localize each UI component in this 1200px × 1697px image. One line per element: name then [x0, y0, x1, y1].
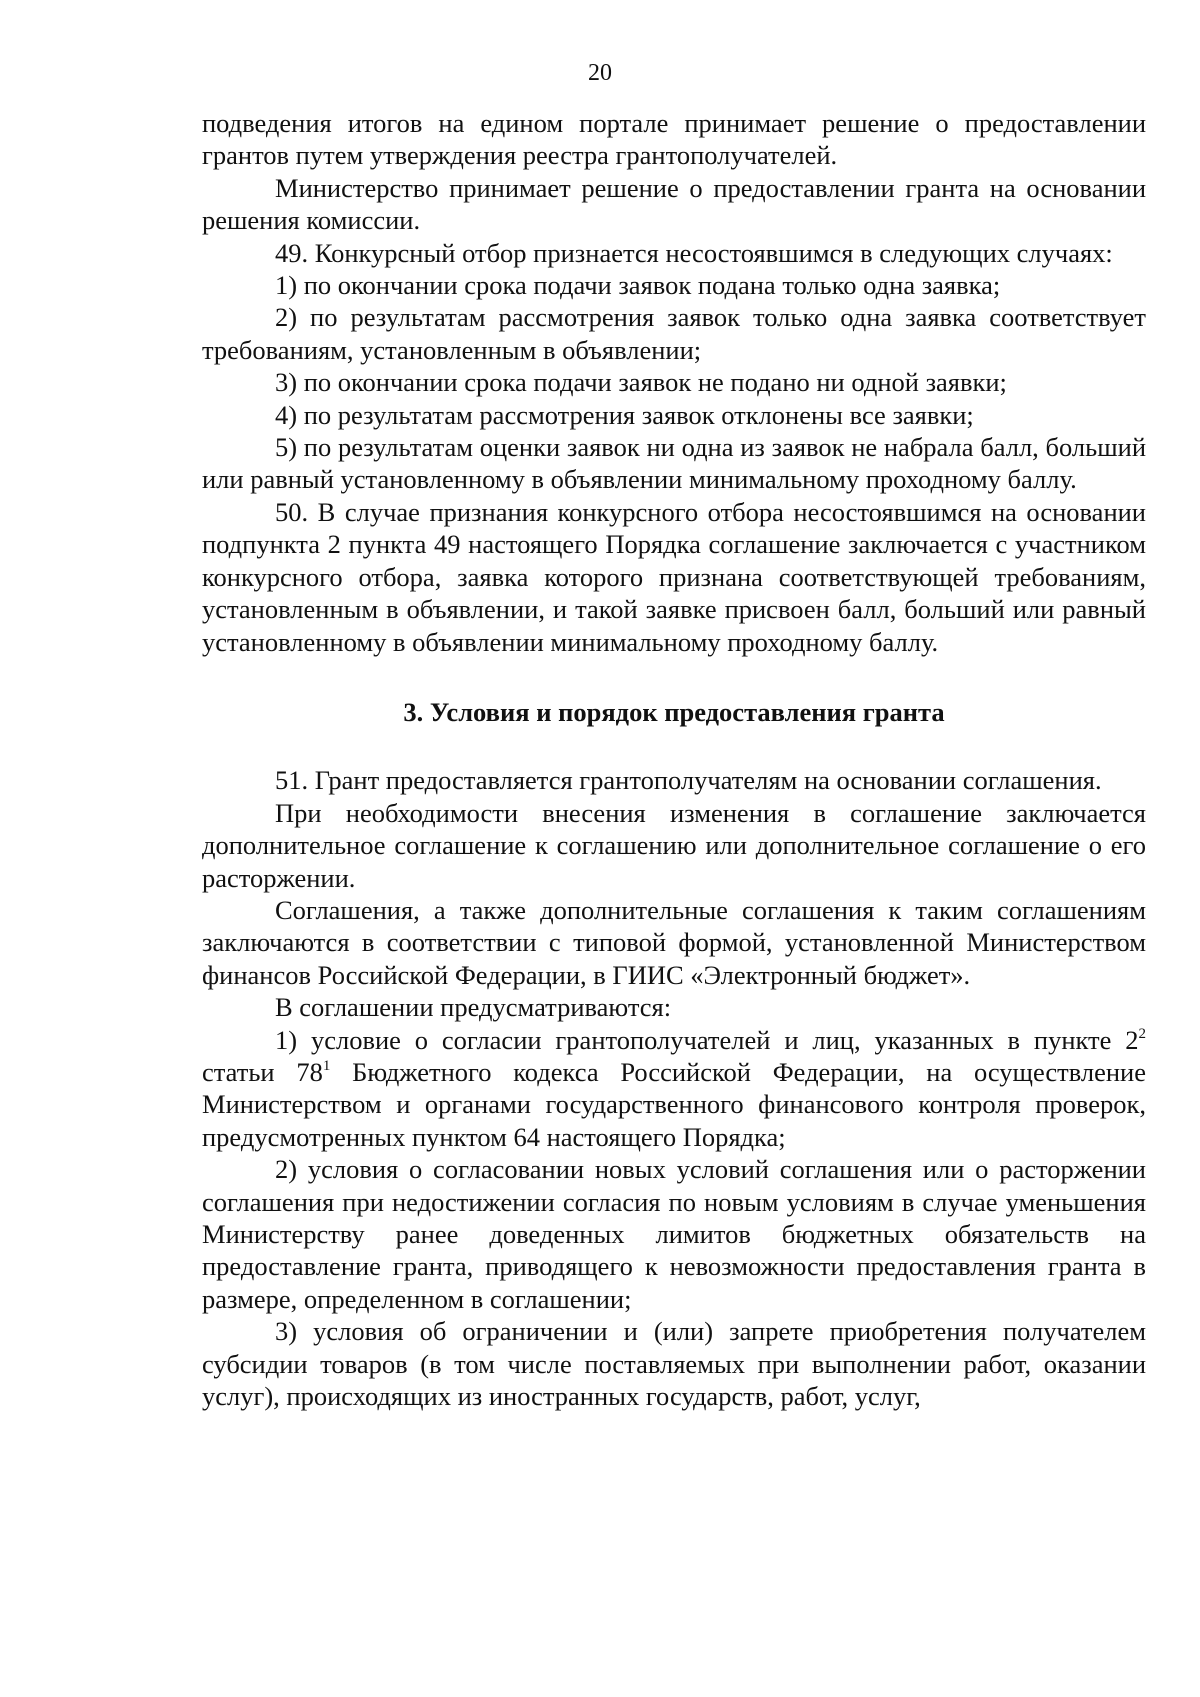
page-number: 20	[588, 60, 612, 86]
provision-item-1-text-a: 1) условие о согласии грантополучателей и лиц, указанных в пункте 2	[275, 1024, 1139, 1055]
paragraph-agreements-form: Соглашения, а также дополнительные соглашения к таким соглашениям заключаются в соответствии с типовой формой, установленной Министерством финансов Российской Федерации, в ГИИС «Электронный бюджет».	[202, 894, 1146, 990]
provision-item-1-text-b: статьи 78	[202, 1056, 323, 1087]
clause-49-item-4: 4) по результатам рассмотрения заявок отклонены все заявки;	[275, 399, 974, 430]
clause-51: 51. Грант предоставляется грантополучателям на основании соглашения.	[275, 765, 1102, 796]
provision-item-2: 2) условия о согласовании новых условий соглашения или о расторжении соглашения при недостижении согласия по новым условиям в случае уменьшения Министерству ранее доведенных лимитов бюджетных обязательств на предоставление гранта, приводящего к невозможности предоставления гранта в размере, определенном в соглашении;	[202, 1154, 1146, 1314]
superscript: 2	[1138, 1025, 1146, 1042]
clause-49-item-1: 1) по окончании срока подачи заявок подана только одна заявка;	[275, 270, 1001, 301]
provision-item-1-text-c: Бюджетного кодекса Российской Федерации, на осуществление Министерством и органами государственного финансового контроля проверок, предусмотренных пунктом 64 настоящего Порядка;	[202, 1056, 1146, 1152]
provision-item-3: 3) условия об ограничении и (или) запрете приобретения получателем субсидии товаров (в том числе поставляемых при выполнении работ, оказании услуг), происходящих из иностранных государств, работ, услуг,	[202, 1316, 1146, 1412]
superscript: 1	[322, 1057, 331, 1074]
clause-49-item-2: 2) по результатам рассмотрения заявок только одна заявка соответствует требованиям, установленным в объявлении;	[202, 302, 1146, 365]
clause-49-item-3: 3) по окончании срока подачи заявок не подано ни одной заявки;	[275, 367, 1007, 398]
paragraph-continuation: подведения итогов на едином портале принимает решение о предоставлении грантов путем утверждения реестра грантополучателей.	[202, 108, 1146, 171]
paragraph-amendments: При необходимости внесения изменения в соглашение заключается дополнительное соглашение к соглашению или дополнительное соглашение о его расторжении.	[202, 797, 1146, 893]
section-heading: 3. Условия и порядок предоставления гранта	[403, 696, 945, 727]
clause-49-item-5: 5) по результатам оценки заявок ни одна из заявок не набрала балл, больший или равный установленному в объявлении минимальному проходному баллу.	[202, 432, 1146, 495]
provision-item-1	[202, 1024, 1146, 1154]
clause-49: 49. Конкурсный отбор признается несостоявшимся в следующих случаях:	[275, 237, 1113, 268]
document-body	[202, 107, 1146, 1412]
paragraph-decision: Министерство принимает решение о предоставлении гранта на основании решения комиссии.	[202, 172, 1146, 236]
clause-50: 50. В случае признания конкурсного отбора несостоявшимся на основании подпункта 2 пункта 49 настоящего Порядка соглашение заключается с участником конкурсного отбора, заявка которого признана соответствующей требованиям, установленным в объявлении, и такой заявке присвоен балл, больший или равный установленному в объявлении минимальному проходному баллу.	[202, 496, 1146, 657]
paragraph-agreement-provisions: В соглашении предусматриваются:	[275, 992, 672, 1023]
